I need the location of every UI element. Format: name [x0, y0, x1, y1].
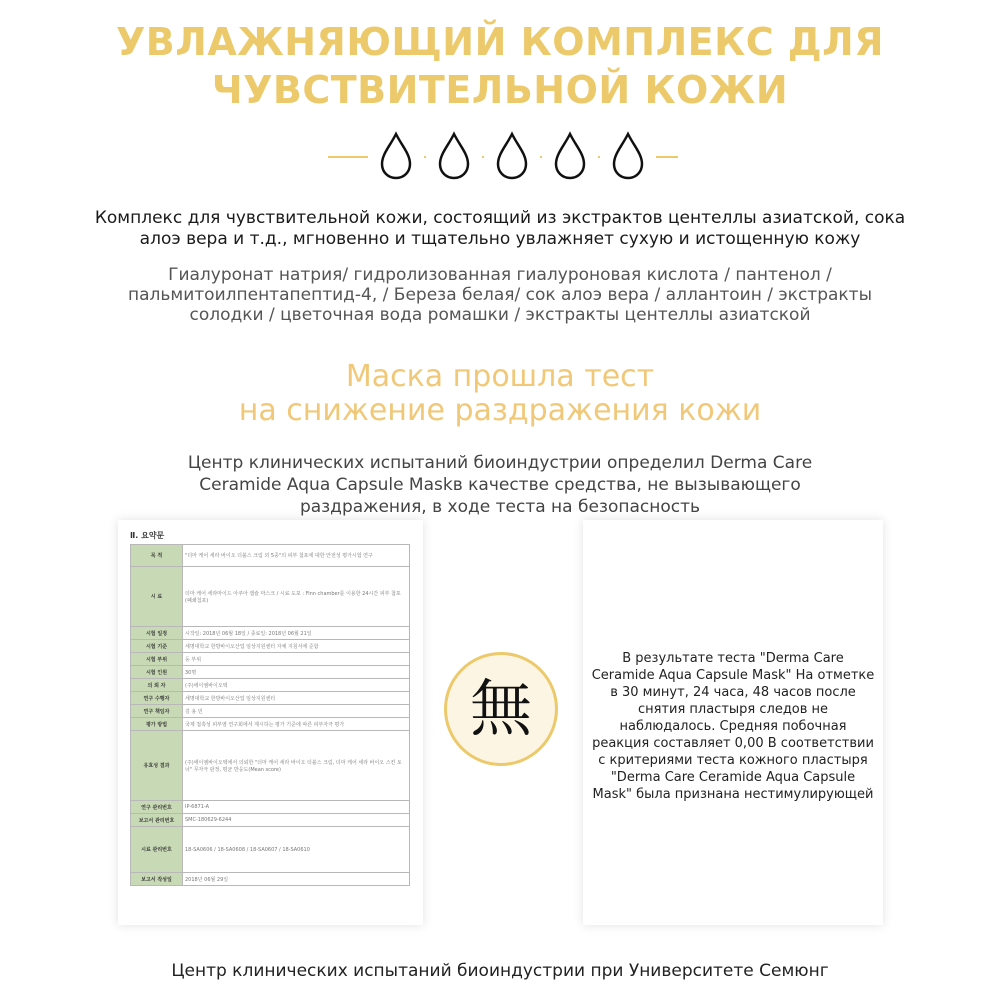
table-row: [131, 814, 410, 827]
row-key: 연구 수행자: [131, 692, 183, 705]
table-row: [131, 567, 410, 627]
table-row: [131, 640, 410, 653]
row-key: 연구 책임자: [131, 705, 183, 718]
row-key: 평가 방법: [131, 718, 183, 731]
test-title-line-1: Маска прошла тест: [345, 359, 655, 394]
table-row: [131, 653, 410, 666]
row-key: 시 료: [131, 567, 183, 627]
table-row: [131, 801, 410, 814]
row-key: 유효성 결과: [131, 731, 183, 801]
row-key: 시험 일정: [131, 627, 183, 640]
table-row: [131, 873, 410, 886]
test-result-text: В результате теста "Derma Care Ceramide Aqua Capsule Mask" На отметке в 30 минут, 24 часа, 48 часов после снятия пластыря следов не наблюдалось. Средняя побочная реакция составляет 0,00 В соответствии с критериями теста кожного пластыря "Derma Care Ceramide Aqua Capsule Mask" была признана нестимулирующей: [591, 651, 875, 802]
main-title: [0, 18, 1000, 114]
water-drop-icon: [368, 128, 424, 184]
ingredients-line: пальмитоилпентапептид-4, / Береза белая/ сок алоэ вера / аллантоин / экстракты: [127, 285, 872, 305]
row-value: 세명대학교 한방바이오산업 임상지원센터 자체 지침서에 준함: [183, 640, 410, 653]
row-value: IP-6871-A: [183, 801, 410, 814]
table-row: [131, 666, 410, 679]
row-key: 목 적: [131, 545, 183, 567]
row-value: "더마 케어 세라 바이오 더블스 크림 외 5종"의 피부 첨포에 대한 안전성 평가시험 연구: [183, 545, 410, 567]
row-key: 시험 기준: [131, 640, 183, 653]
row-key: 보고서 관리번호: [131, 814, 183, 827]
ingredients-list: [80, 265, 920, 325]
test-title-line-2: на снижение раздражения кожи: [238, 393, 762, 428]
main-title-line-1: УВЛАЖНЯЮЩИЙ КОМПЛЕКС ДЛЯ: [116, 20, 884, 64]
test-description-line: Ceramide Aqua Capsule Maskв качестве средства, не вызывающего: [199, 475, 801, 495]
row-value: 18-SA0606 / 18-SA0608 / 18-SA0607 / 18-SA0610: [183, 827, 410, 873]
product-description: [60, 208, 940, 250]
table-row: [131, 545, 410, 567]
row-key: 의 뢰 자: [131, 679, 183, 692]
test-report-card: [118, 520, 423, 925]
row-key: 연구 관리번호: [131, 801, 183, 814]
test-description-line: Центр клинических испытаний биоиндустрии определил Derma Care: [187, 453, 813, 473]
test-description-line: раздражения, в ходе теста на безопасность: [299, 497, 701, 517]
footer-caption: Центр клинических испытаний биоиндустрии при Университете Семюнг: [171, 961, 829, 981]
row-value: 국제 접촉성 피부염 연구회에서 제시하는 평가 기준에 따른 피부자극 평가: [183, 718, 410, 731]
water-drop-icon: [542, 128, 598, 184]
row-value: (주)에이엠바이오텍: [183, 679, 410, 692]
row-value: 2018년 06월 29일: [183, 873, 410, 886]
test-result-card: [583, 520, 883, 925]
test-description: [150, 452, 850, 518]
water-drop-icon: [600, 128, 656, 184]
table-row: [131, 731, 410, 801]
row-value: 시작일: 2018년 06월 18일 / 종료일: 2018년 06월 21일: [183, 627, 410, 640]
main-title-line-2: ЧУВСТВИТЕЛЬНОЙ КОЖИ: [211, 68, 789, 112]
row-value: 세명대학교 한방바이오산업 임상지원센터: [183, 692, 410, 705]
description-line: алоэ вера и т.д., мгновенно и тщательно увлажняет сухую и истощенную кожу: [139, 229, 861, 249]
no-irritation-badge: [444, 652, 558, 766]
row-key: 시료 관리번호: [131, 827, 183, 873]
row-value: 김 용 민: [183, 705, 410, 718]
table-row: [131, 627, 410, 640]
row-key: 시험 인원: [131, 666, 183, 679]
row-value: 더마 케어 세라마이드 아쿠아 캡슐 마스크 / 시료 도포 : Finn chamber를 이용한 24시간 피부 첨포(폐쇄첩포): [183, 567, 410, 627]
water-drop-icon: [426, 128, 482, 184]
test-title: [0, 360, 1000, 428]
table-row: [131, 692, 410, 705]
report-table: [130, 544, 410, 886]
drops-divider: [328, 128, 678, 184]
row-value: (주)에이엠바이오텍에서 의뢰한 "더마 케어 세라 바이오 더블스 크림, 더마 케어 세라 바이오 스킨 토너" 무자극 판정, 평균 반응도(Mean score): [183, 731, 410, 801]
table-row: [131, 718, 410, 731]
test-report-document: [130, 530, 410, 910]
row-value: SMC-180629-6244: [183, 814, 410, 827]
description-line: Комплекс для чувствительной кожи, состоящий из экстрактов центеллы азиатской, сока: [94, 208, 906, 228]
ingredients-line: солодки / цветочная вода ромашки / экстракты центеллы азиатской: [189, 305, 811, 325]
ingredients-line: Гиалуронат натрия/ гидролизованная гиалуроновая кислота / пантенол /: [168, 265, 832, 285]
table-row: [131, 705, 410, 718]
row-key: 시험 부위: [131, 653, 183, 666]
table-row: [131, 827, 410, 873]
row-value: 등 부위: [183, 653, 410, 666]
document-heading: Ⅱ. 요약문: [130, 531, 165, 540]
water-drop-icon: [484, 128, 540, 184]
row-key: 보고서 작성일: [131, 873, 183, 886]
row-value: 30명: [183, 666, 410, 679]
table-row: [131, 679, 410, 692]
badge-character: 無: [469, 672, 532, 745]
